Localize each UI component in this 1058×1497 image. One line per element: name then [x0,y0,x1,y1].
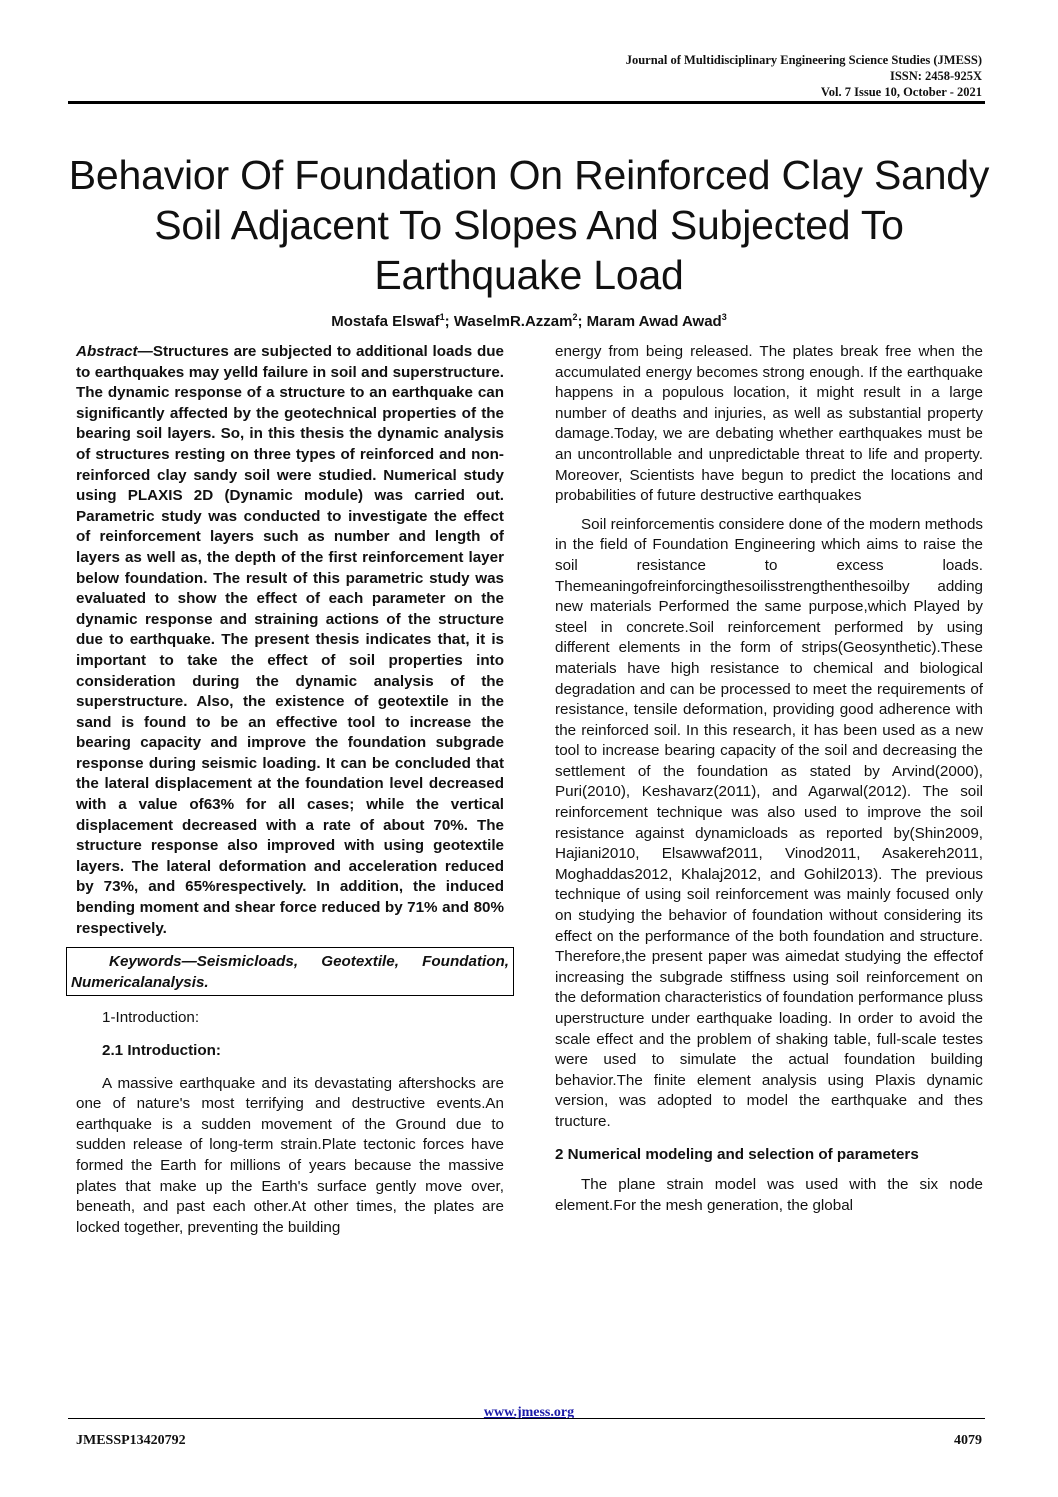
body-paragraph: energy from being released. The plates break free when the accumulated energy becomes strong enough. If the earthquake happens in a populous location, it might result in a large number of deaths and injuries, as well as substantial property damage.Today, we are debating whether earthquakes must be an uncontrollable and unpredictable threat to life and property. Moreover, Scientists have begun to predict the locations and probabilities of future destructive earthquakes [555,343,983,505]
author-separator: ; [444,313,454,330]
intro-subheading: 2.1 Introduction: [102,1042,221,1059]
right-column [555,342,983,1216]
keywords-label: Keywords— [109,953,197,971]
journal-volume: Vol. 7 Issue 10, October - 2021 [820,85,982,99]
journal-website-link[interactable]: www.jmess.org [483,1405,575,1420]
author-affiliation: 1 [439,312,445,322]
journal-issn: ISSN: 2458-925X [889,69,982,83]
author-name: Mostafa Elswaf [331,313,440,330]
author-name: Maram Awad Awad [586,313,722,330]
author-name: WaselmR.Azzam [453,313,573,330]
abstract [76,342,504,939]
keywords-box [66,947,514,996]
body-paragraph: Soil reinforcementis considere done of the modern methods in the field of Foundation Engineering which aims to raise the soil resistance to excess loads. Themeaningofreinforcingthesoilisstrengthenthesoilby adding new materials Performed the same purpose,which Played by steel in concrete.Soil reinforcement performed by using different elements in the form of strips(Geosynthetic).These materials have high resistance to chemical and biological degradation and can be processed to meet the requirements of resistance, tensile deformation, providing good adherence with the reinforced soil. In this research, it has been used as a new tool to increase bearing capacity of the soil and decreasing the settlement of the foundation as stated by Arvind(2000), Puri(2010), Keshavarz(2011), and Agarwal(2012). The soil reinforcement technique was also used to improve the soil resistance against dynamicloads as reported by(Shin2009, Hajiani2010, Elsawwaf2011, Vinod2011, Asakereh2011, Moghaddas2012, Khalaj2012, and Gohil2013). The previous technique of using soil reinforcement was mainly focused only on studying the behavior of foundation without considering its effect on the performance of the both foundation and structure. Therefore,the present paper was aimedat studying the effectof increasing the subgrade stiffness using soil reinforcement on the deformation characteristics of foundation performance pluss uperstructure under earthquake loading. In order to avoid the scale effect and the problem of shaking table, full-scale testes were used to simulate the actual foundation building behavior.The finite element analysis using Plaxis dynamic version, was adopted to model the earthquake and thes tructure. [555,515,984,1130]
abstract-label: Abstract [76,343,138,360]
intro-paragraph: A massive earthquake and its devastating aftershocks are one of nature's most terrifying and destructive events.An earthquake is a sudden movement of the Ground due to sudden release of long-term strain.Plate tectonic forces have formed the Earth for millions of years because the massive plates that make up the Earth's surface gently move over, beneath, and past each other.At other times, the plates are locked together, preventing the building [76,1074,504,1236]
author-affiliation: 3 [721,312,727,322]
keywords-text: Seismicloads, Geotextile, Foundation, Numericalanalysis. [71,953,509,991]
intro-heading: 1-Introduction: [102,1009,200,1027]
footer-rule [68,1418,985,1419]
body-paragraph: The plane strain model was used with the six node element.For the mesh generation, the global [555,1176,983,1214]
journal-name: Journal of Multidisciplinary Engineering Science Studies (JMESS) [625,53,982,67]
author-list [0,312,1058,330]
abstract-text: —Structures are subjected to additional loads due to earthquakes may yelld failure in soil and superstructure. The dynamic response of a structure to an earthquake can significantly affected by the geotechnical properties of the bearing soil layers. So, in this thesis the dynamic analysis of structures resting on three types of reinforced and non-reinforced clay sandy soil were studied. Numerical study using PLAXIS 2D (Dynamic module) was carried out. Parametric study was conducted to investigate the effect of reinforcement layers such as number and length of layers as well as, the depth of the first reinforcement layer below foundation. The result of this parametric study was evaluated to show the effect of each parameter on the dynamic response and straining actions of the structure due to earthquake. The present thesis indicates that, it is important to take the effect of soil properties into consideration during the dynamic analysis of the superstructure. Also, the existence of geotextile in the sand is found to be an effective tool to increase the bearing capacity and improve the foundation subgrade response during seismic loading. It can be concluded that the lateral displacement at the foundation level decreased with a value of63% for all cases; while the vertical displacement decreased with a rate of about 70%. The structure response also improved with using geotextile layers. The lateral deformation and acceleration reduced by 73%, and 65%respectively. In addition, the induced bending moment and shear force reduced by 71% and 80% respectively. [76,343,504,937]
paper-title: Behavior Of Foundation On Reinforced Clay Sandy Soil Adjacent To Slopes And Subjected To Earthquake Load [68,152,990,298]
left-column [71,342,509,1238]
paper-id: JMESSP13420792 [76,1433,186,1448]
author-affiliation: 2 [572,312,578,322]
page-number: 4079 [954,1433,982,1448]
section-heading: 2 Numerical modeling and selection of parameters [555,1145,919,1163]
journal-header [626,52,982,100]
author-separator: ; [577,313,587,330]
header-rule [68,101,985,104]
